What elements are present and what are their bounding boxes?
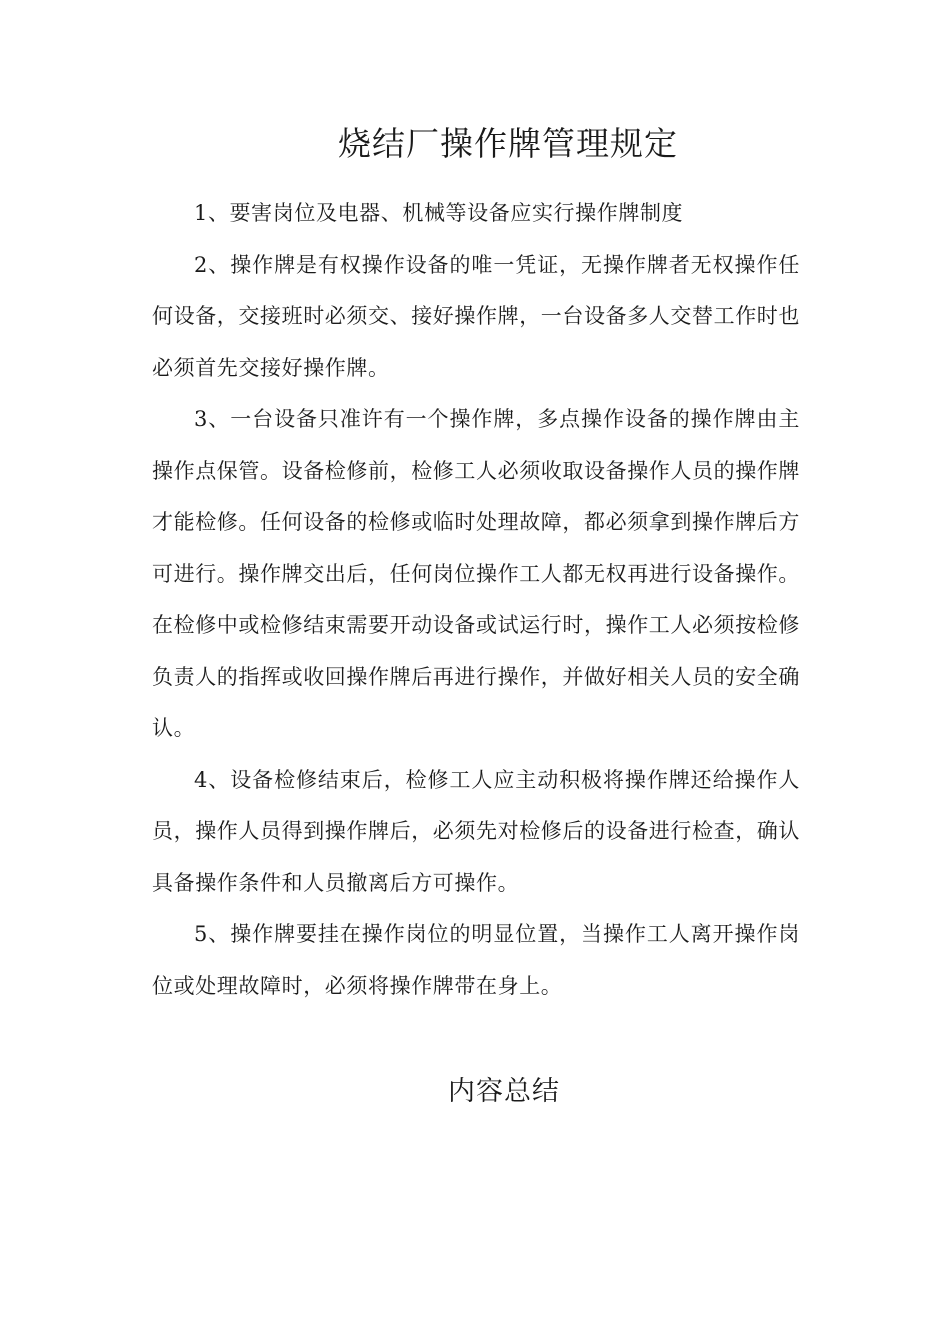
summary-heading: 内容总结 xyxy=(448,1076,560,1107)
paragraph-5: 5、操作牌要挂在操作岗位的明显位置，当操作工人离开操作岗位或处理故障时，必须将操作牌带在身上。 xyxy=(152,922,800,998)
paragraph-3: 3、一台设备只准许有一个操作牌，多点操作设备的操作牌由主操作点保管。设备检修前，检修工人必须收取设备操作人员的操作牌才能检修。任何设备的检修或临时处理故障，都必须拿到操作牌后方可进行。操作牌交出后，任何岗位操作工人都无权再进行设备操作。在检修中或检修结束需要开动设备或试运行时，操作工人必须按检修负责人的指挥或收回操作牌后再进行操作，并做好相关人员的安全确认。 xyxy=(152,407,800,740)
paragraph-4: 4、设备检修结束后，检修工人应主动积极将操作牌还给操作人员，操作人员得到操作牌后，必须先对检修后的设备进行检查，确认具备操作条件和人员撤离后方可操作。 xyxy=(152,767,800,895)
document-title: 烧结厂操作牌管理规定 xyxy=(338,124,678,163)
document-body xyxy=(152,188,800,1012)
paragraph-2: 2、操作牌是有权操作设备的唯一凭证，无操作牌者无权操作任何设备，交接班时必须交、接好操作牌，一台设备多人交替工作时也必须首先交接好操作牌。 xyxy=(152,252,800,380)
paragraph-1: 1、要害岗位及电器、机械等设备应实行操作牌制度 xyxy=(194,201,684,225)
